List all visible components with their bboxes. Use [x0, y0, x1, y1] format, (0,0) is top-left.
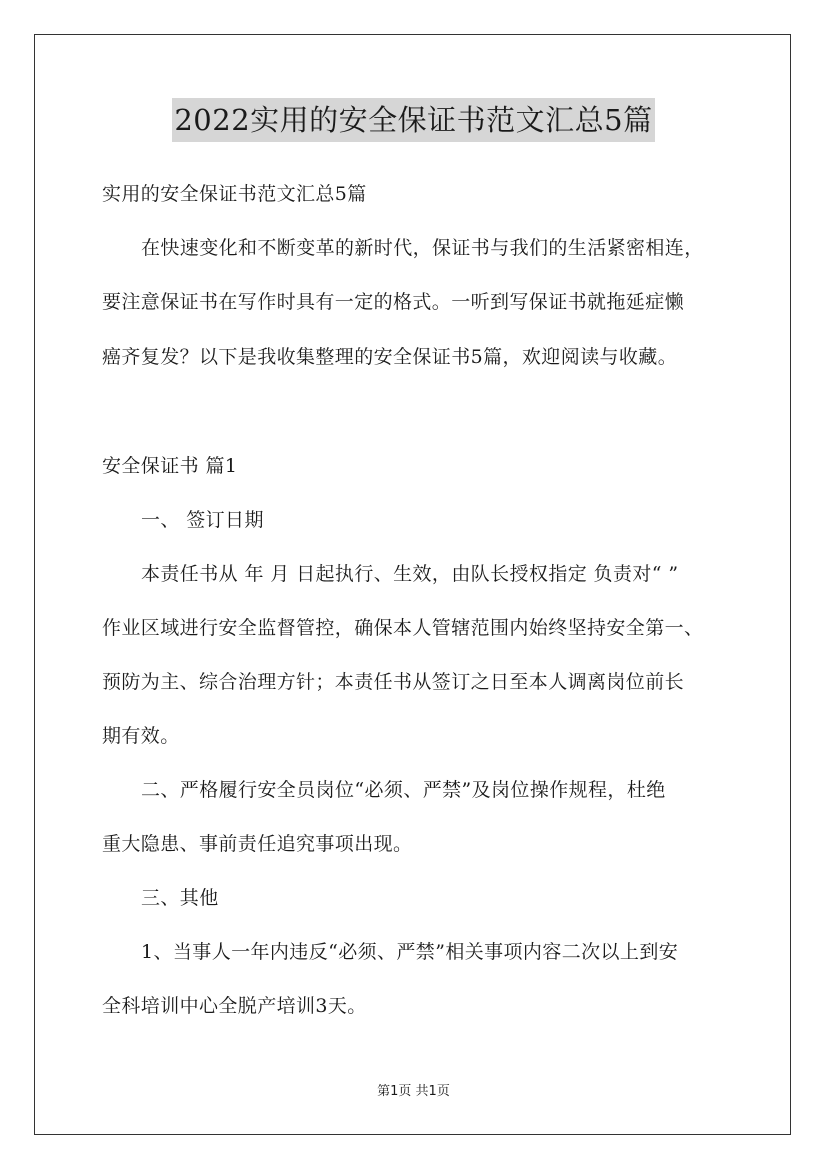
page-footer: 第1页 共1页: [377, 1084, 450, 1099]
section-heading: 安全保证书 篇1: [102, 455, 238, 477]
intro-line-2: 要注意保证书在写作时具有一定的格式。一听到写保证书就拖延症懒: [102, 291, 685, 313]
item1-line-2: 作业区域进行安全监督管控，确保本人管辖范围内始终坚持安全第一、: [102, 617, 704, 639]
item1-heading: 一、 签订日期: [141, 509, 264, 531]
item3-line-1: 1、当事人一年内违反“必须、严禁”相关事项内容二次以上到安: [141, 941, 679, 963]
item1-line-1: 本责任书从 年 月 日起执行、生效，由队长授权指定 负责对“ ”: [141, 563, 679, 585]
intro-line-1: 在快速变化和不断变革的新时代，保证书与我们的生活紧密相连，: [141, 237, 704, 259]
document-subtitle: 实用的安全保证书范文汇总5篇: [102, 183, 367, 205]
document-title: 2022实用的安全保证书范文汇总5篇: [172, 98, 654, 142]
item1-line-4: 期有效。: [102, 725, 180, 747]
item2-line-1: 二、严格履行安全员岗位“必须、严禁”及岗位操作规程，杜绝: [141, 779, 666, 801]
item3-heading: 三、其他: [141, 887, 219, 909]
title-container: [0, 98, 827, 142]
intro-line-3: 癌齐复发？以下是我收集整理的安全保证书5篇，欢迎阅读与收藏。: [102, 346, 678, 368]
item3-line-2: 全科培训中心全脱产培训3天。: [102, 995, 367, 1017]
item2-line-2: 重大隐患、事前责任追究事项出现。: [102, 833, 413, 855]
item1-line-3: 预防为主、综合治理方针；本责任书从签订之日至本人调离岗位前长: [102, 671, 685, 693]
